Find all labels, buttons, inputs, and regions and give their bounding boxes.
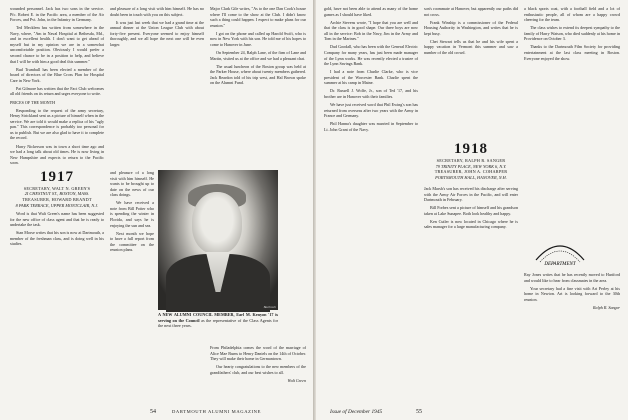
paragraph: Jack Marsh's son has received his discharge after serving with the Army Air Forces in the Pacific, and will enter Dartmouth in February. [424, 186, 518, 203]
paragraph: Next month we hope to have a full report from the committee on the reunion plans. [110, 230, 154, 253]
paragraph: On September 24, Ralph Lane, of the firm of Lane and Martin, visited us at the office and we had a pleasant chat. [210, 50, 306, 61]
paragraph: Word is that Walt Green's name has been suggested for the new office of class agent and that he is ready to undertake the task. [10, 211, 104, 228]
class-secretary-address: 79 TRINITY PLACE, NEW YORK 6, N.Y. [435, 163, 507, 169]
paragraph: Ken Cutler is now located in Chicago where he is sales manager for a large manufacturing company. [424, 218, 518, 230]
column-5-top [424, 6, 518, 136]
paragraph: son's roommate at Hanover, but apparently our paths did not cross. [424, 6, 518, 17]
paragraph: The usual luncheon of the Boston group was held at the Parker House, where about twenty members gathered. Jack Reardon told of his trip west, and Hal Brown spoke on the Alumni Fund. [210, 63, 306, 86]
class-secretary-address: 2I CHESTNUT ST., BOSTON, MASS. [24, 191, 90, 197]
paragraph: Ray Jones writes that he has recently moved to Hartford and would like to hear from classmates in the area. [524, 272, 620, 283]
paragraph: Stan Morse writes that his son is now at Dartmouth, a member of the freshman class, and is doing well in his studies. [10, 230, 104, 247]
paragraph: and pleasure of a long visit with him himself. He wants to be brought up to date on the news of our class doings. [110, 170, 154, 198]
paragraph: The class wishes to extend its deepest sympathy to the family of Harry Watson, who died suddenly at his home in Providence on October 3. [524, 25, 620, 42]
right-page [316, 0, 628, 420]
paragraph: Bill Forbes sent a picture of himself and his grandson taken at Lake Sunapee. Both look healthy and happy. [424, 205, 518, 216]
class-year-heading: 1917 [40, 168, 74, 185]
column-6-bottom [524, 272, 620, 406]
photo-face [192, 192, 242, 254]
class-1918-header [424, 138, 518, 182]
paragraph: It was just last week that we had a grand time at the annual dinner at the Union League Club with about forty-five present. Everyone seemed to enjoy himself thoroughly, and we all hope the next one will be even larger. [110, 19, 204, 47]
paragraph: Dud Goodall, who has been with the General Electric Company for many years, has just been made manager of the Lynn works. He was recently elected a trustee of the Lynn Savings Bank. [324, 44, 418, 67]
class-treasurer-address: PORTSMOUTH HALL, HANOVER, N.H. [435, 174, 507, 180]
column-3 [210, 6, 306, 170]
caption-text: as the representative of the Class Agents for the next three years. [158, 317, 279, 329]
class-secretary-line: SECRETARY, WALT N. GREEN'S [23, 185, 91, 191]
section-subheading: PRICES OF THE MONTH [10, 99, 56, 105]
photo-caption [158, 312, 278, 329]
class-treasurer-line: TREASURER, HOWARD BRANDT [22, 196, 92, 202]
page-number: 54 [150, 409, 156, 415]
paragraph: Chet Stewart tells us that he and his wife spent a happy vacation in Vermont this summer and saw a number of the old crowd. [424, 38, 518, 56]
issue-label: Issue of December 1945 [330, 409, 383, 415]
column-1 [10, 6, 104, 406]
paragraph: Archie Stevens wrote, "I hope that you are well and that the class is in good shape. Our three boys are now all in the service: Bob in the Navy, Jim in the Army and Tom in the Marines." [324, 19, 418, 42]
paragraph: I had a note from Charlie Clarke, who is vice president of the Worcester Bank. Charlie spent the summer at his camp in Maine. [324, 69, 418, 86]
paragraph: Phil Hanna's daughter was married in September to Lt. John Grant of the Navy. [324, 121, 418, 132]
photo-credit: Bachrach [263, 305, 276, 309]
magazine-name: DARTMOUTH ALUMNI MAGAZINE [172, 409, 261, 414]
paragraph: and pleasure of a long visit with him himself. He has no doubt been in touch with you on this subject. [110, 6, 204, 17]
paragraph: I got on the phone and called up Harold Swift, who is now in New York with his son. He told me of his hopes to come to Hanover in June. [210, 30, 306, 47]
paragraph: wounded personnel. Jack has two sons in the service. Pfc. Robert E. in the Pacific area, a member of the Air Forces, and Pvt. John, in the Infantry in Germany. [10, 6, 104, 23]
paragraph: Harry Nickerson was in town a short time ago and we had a long talk about old times. He is now living in New Hampshire and expects to return to the Pacific soon. [10, 143, 104, 166]
paragraph: Pat Gilmore has written that the Fact Club welcomes all old friends on its return and urges everyone to write. [10, 85, 104, 97]
paragraph: Ted Mecklem has written from somewhere in the Navy, where, "Am in Naval Hospital at Bethesda, Md., and in excellent health. I don't want to get ahead of myself but in my opinion we are in a somewhat uncomfortable position. Obviously I would prefer a second chance to be in a position to help, and believe that I will be with him a good deal this summer." [10, 25, 104, 64]
page-number: 55 [416, 409, 422, 415]
paragraph: Your secretary had a fine visit with Art Perley at his home in Newton. Art is looking forward to the 30th reunion. [524, 285, 620, 302]
paragraph: Responding to the request of the army secretary, Henry Strickland sent us a picture of himself when in the service. We are told it would make a replica of his "ugly pan." This correspondence is probably too personal for us to publish. But we are also glad to have it to complete the record. [10, 107, 104, 141]
paragraph: Bud Trumbull has been elected a member of the board of directors of the Blue Cross Plan for Hospital Care in New York. [10, 66, 104, 83]
class-year-heading: 1918 [454, 141, 488, 157]
portrait-photo [158, 170, 278, 310]
stamp-inner-arc [540, 251, 580, 262]
department-stamp-graphic [530, 230, 590, 268]
column-2-top [110, 6, 204, 166]
column-4 [324, 6, 418, 406]
column-6-top [524, 6, 620, 216]
paragraph: Thanks to the Dartmouth Film Society for providing entertainment at the last class meeting in Boston. Everyone enjoyed the show. [524, 44, 620, 61]
column-2-bottom [110, 170, 154, 350]
paragraph: gold, have not been able to attend as many of the home games as I should have liked. [324, 6, 418, 17]
class-treasurer-line: TREASURER, JOHN A. COHARPER [434, 169, 508, 175]
paragraph: From Philadelphia comes the word of the marriage of Alice Mae Burns to Henry Daniels on the 14th of October. They will make their home in Germantown. [210, 345, 306, 362]
paragraph: Our hearty congratulations to the new members of the grandfathers' club, and our best wishes to all. [210, 364, 306, 375]
paragraph: Dr. Russell J. Wolfe, Jr., son of Ted '17, and his brother are in Hanover with their families. [324, 88, 418, 100]
signature: Ralph R. Sanger [593, 304, 620, 310]
paragraph: We have received a note from Bill Potter who is spending the winter in Florida, and says he is enjoying the sun and sea. [110, 200, 154, 228]
stamp-text: DEPARTMENT [544, 262, 576, 267]
paragraph: a black sports coat, with a football field and a lot of enthusiastic people, all of whom are a happy crowd cheering for the team. [524, 6, 620, 23]
class-secretary-line: SECRETARY, RALPH R. SANGER [436, 158, 506, 163]
paragraph: We have just received word that Phil Ewing's son has returned from overseas after two years with the Army in France and Germany. [324, 102, 418, 119]
paragraph: Major Clark Gile writes, "As to the one Dan Cook's house where I'll come to the show at the Club. I didn't know such a thing could happen. I expect to make plans for our reunion." [210, 6, 306, 28]
caption-bold-text: A NEW ALUMNI COUNCIL MEMBER, Earl M. Kenyon '17 is serving on the Council [158, 312, 278, 323]
class-treasurer-address: 8 PARK TERRACE, UPPER MONTCLAIR, N.J. [15, 202, 99, 208]
signature: Walt Green [287, 377, 306, 383]
stamp-arc [536, 246, 584, 260]
paragraph: Frank Winship is a commissioner of the Federal Housing Authority in Washington, and writes that he is kept busy. [424, 19, 518, 36]
column-3-bottom [210, 345, 306, 407]
column-5-bottom [424, 186, 518, 408]
